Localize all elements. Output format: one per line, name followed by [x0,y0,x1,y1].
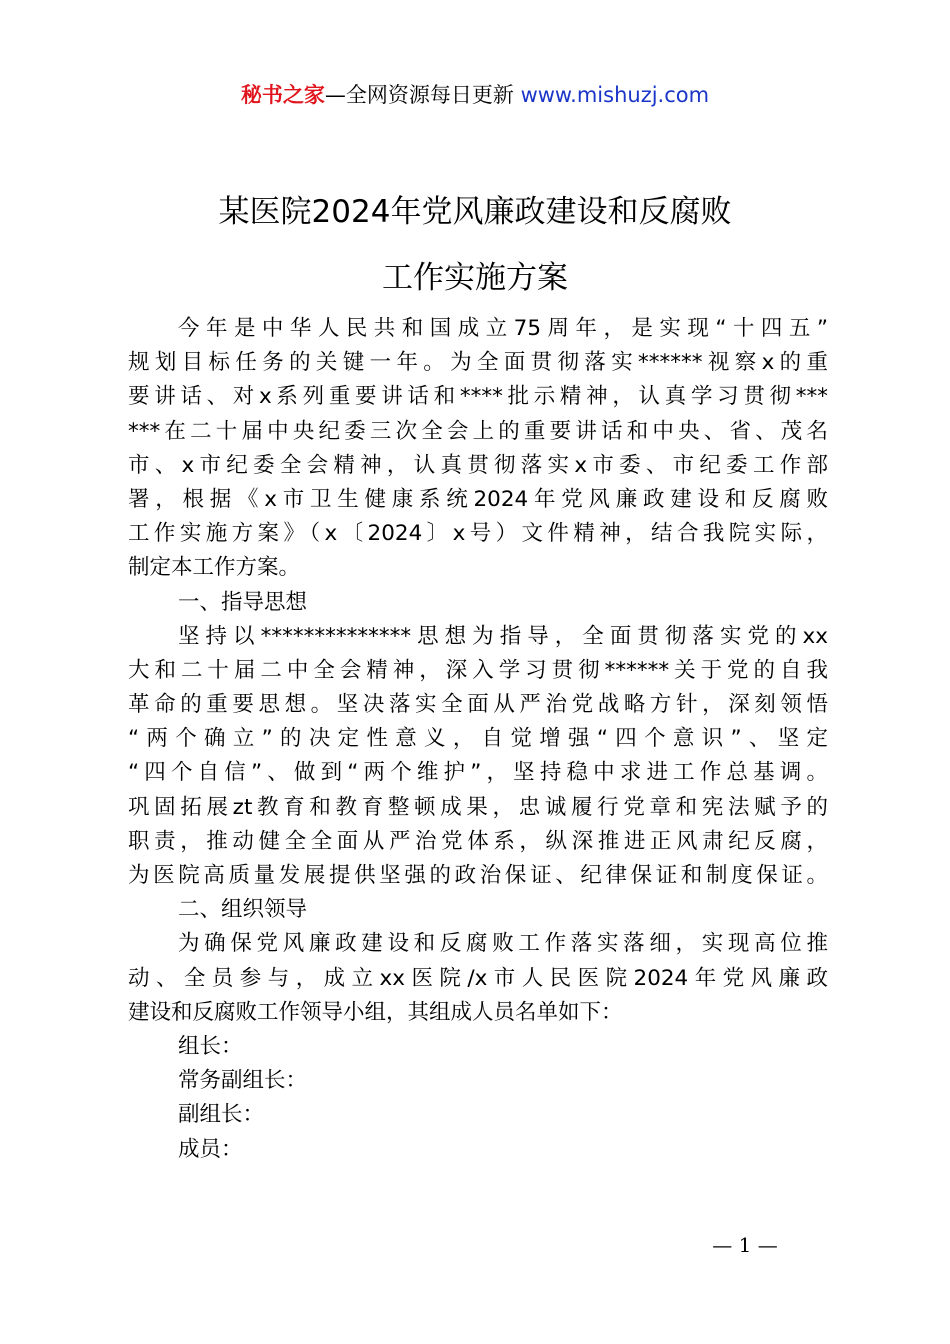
body-line: 建设和反腐败工作领导小组，其组成人员名单如下： [128,999,623,1025]
body-line: 职责，推动健全全面从严治党体系，纵深推进正风肃纪反腐， [128,828,828,854]
section-heading: 二、组织领导 [178,897,308,923]
body-line: 巩固拓展zt教育和教育整顿成果，忠诚履行党章和宪法赋予的 [128,794,828,820]
site-header [0,80,950,110]
member-role-executive-deputy: 常务副组长： [178,1068,308,1094]
body-line: “两个确立”的决定性意义，自觉增强“四个意识”、坚定 [128,726,828,752]
body-line: ***在二十届中央纪委三次全会上的重要讲话和中央、省、茂名 [128,418,828,444]
member-role-leader: 组长： [178,1033,243,1059]
body-line: 动、全员参与，成立xx医院/x市人民医院2024年党风廉政 [128,965,828,991]
body-line: “四个自信”、做到“两个维护”，坚持稳中求进工作总基调。 [128,760,828,786]
body-line: 市、x市纪委全会精神，认真贯彻落实x市委、市纪委工作部 [128,452,828,478]
body-line: 坚持以**************思想为指导，全面贯彻落实党的xx [178,623,828,649]
section-heading: 一、指导思想 [178,589,308,615]
body-line: 要讲话、对x系列重要讲话和****批示精神，认真学习贯彻*** [128,384,828,410]
member-role-deputy: 副组长： [178,1102,265,1128]
body-line: 署，根据《x市卫生健康系统2024年党风廉政建设和反腐败 [128,486,828,512]
page-number: — 1 — [712,1233,778,1257]
document-body [128,312,828,1167]
body-line: 今年是中华人民共和国成立75周年，是实现“十四五” [178,316,828,341]
header-tagline: —全网资源每日更新 [324,83,521,107]
body-line: 制定本工作方案。 [128,555,301,581]
body-line: 工作实施方案》（x〔2024〕x号）文件精神，结合我院实际， [128,521,828,547]
member-role-members: 成员： [178,1136,243,1162]
body-line: 为确保党风廉政建设和反腐败工作落实落细，实现高位推 [178,931,828,957]
body-line: 为医院高质量发展提供坚强的政治保证、纪律保证和制度保证。 [128,863,828,888]
document-title-line-2: 工作实施方案 [382,260,568,296]
body-line: 规划目标任务的关键一年。为全面贯彻落实******视察x的重 [128,350,828,376]
site-url-link[interactable]: www.mishuzj.com [520,83,710,107]
body-line: 革命的重要思想。坚决落实全面从严治党战略方针，深刻领悟 [128,692,828,718]
brand-name: 秘书之家 [240,83,325,107]
body-line: 大和二十届二中全会精神，深入学习贯彻******关于党的自我 [128,657,828,683]
document-title-line-1: 某医院2024年党风廉政建设和反腐败 [218,194,732,230]
